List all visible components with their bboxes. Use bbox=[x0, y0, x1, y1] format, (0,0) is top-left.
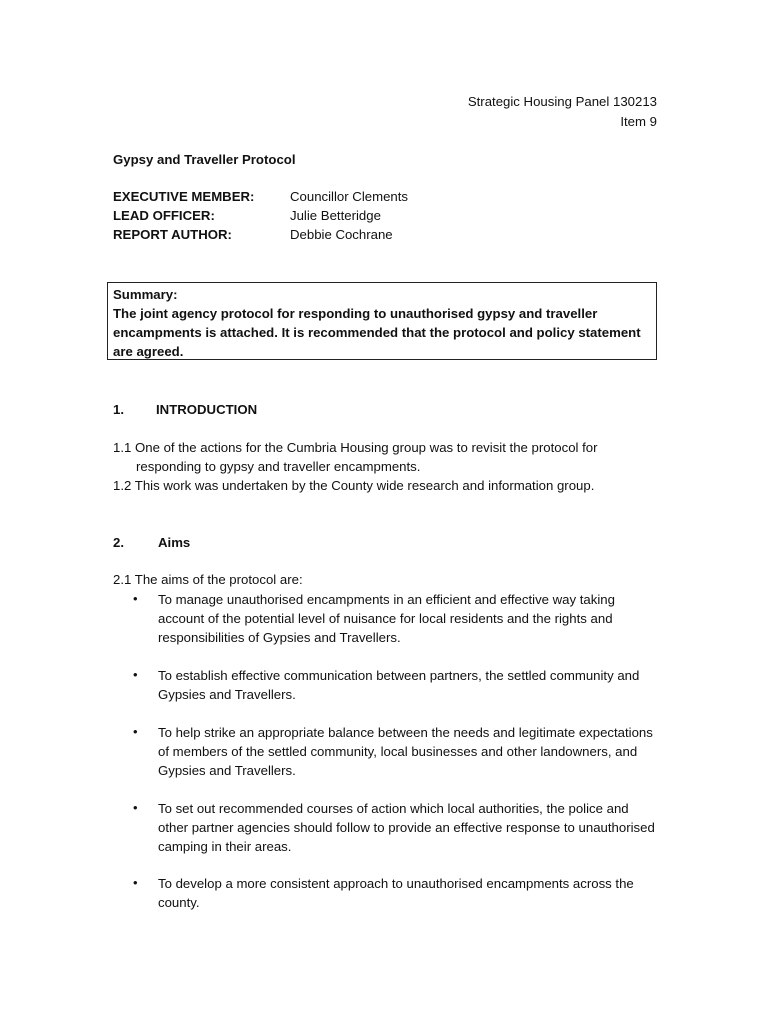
report-author-label: REPORT AUTHOR: bbox=[113, 227, 232, 242]
bullet-item: To manage unauthorised encampments in an efficient and effective way taking account of the potential level of nuisance for local residents and the rights and responsibilities of Gypsies and Travellers. bbox=[158, 592, 615, 645]
bullet-item: To establish effective communication between partners, the settled community and Gypsies and Travellers. bbox=[158, 668, 640, 702]
section-1-number: 1. bbox=[113, 402, 124, 417]
executive-member-value: Councillor Clements bbox=[290, 189, 408, 204]
document-title: Gypsy and Traveller Protocol bbox=[113, 152, 296, 167]
bullet-marker: • bbox=[133, 875, 138, 890]
paragraph-1-1-line-1: 1.1 One of the actions for the Cumbria Housing group was to revisit the protocol for bbox=[113, 440, 598, 455]
lead-officer-value: Julie Betteridge bbox=[290, 208, 381, 223]
header-item-line: Item 9 bbox=[620, 114, 657, 129]
executive-member-label: EXECUTIVE MEMBER: bbox=[113, 189, 255, 204]
section-2-heading: Aims bbox=[158, 535, 191, 550]
bullet-marker: • bbox=[133, 800, 138, 815]
summary-heading: Summary: bbox=[113, 287, 178, 302]
bullet-marker: • bbox=[133, 667, 138, 682]
report-author-value: Debbie Cochrane bbox=[290, 227, 393, 242]
bullet-marker: • bbox=[133, 724, 138, 739]
bullet-item: To set out recommended courses of action which local authorities, the police and other partner agencies should follow to provide an effective response to unauthorised camping in their areas. bbox=[158, 801, 655, 854]
bullet-marker: • bbox=[133, 591, 138, 606]
header-panel-line: Strategic Housing Panel 130213 bbox=[467, 94, 657, 109]
summary-box bbox=[107, 282, 657, 360]
lead-officer-label: LEAD OFFICER: bbox=[113, 208, 215, 223]
section-2-number: 2. bbox=[113, 535, 124, 550]
paragraph-2-1: 2.1 The aims of the protocol are: bbox=[113, 572, 303, 587]
section-1-heading: INTRODUCTION bbox=[156, 402, 258, 417]
summary-text: The joint agency protocol for responding to unauthorised gypsy and traveller encampments is attached. It is recommended that the protocol and policy statement are agreed. bbox=[113, 306, 641, 359]
paragraph-1-1-line-2: responding to gypsy and traveller encampments. bbox=[136, 459, 421, 474]
bullet-item: To develop a more consistent approach to unauthorised encampments across the county. bbox=[158, 876, 634, 910]
summary-content bbox=[113, 285, 653, 361]
bullet-item: To help strike an appropriate balance between the needs and legitimate expectations of members of the settled community, local businesses and other landowners, and Gypsies and Travellers. bbox=[158, 725, 653, 778]
paragraph-1-2: 1.2 This work was undertaken by the County wide research and information group. bbox=[113, 478, 595, 493]
